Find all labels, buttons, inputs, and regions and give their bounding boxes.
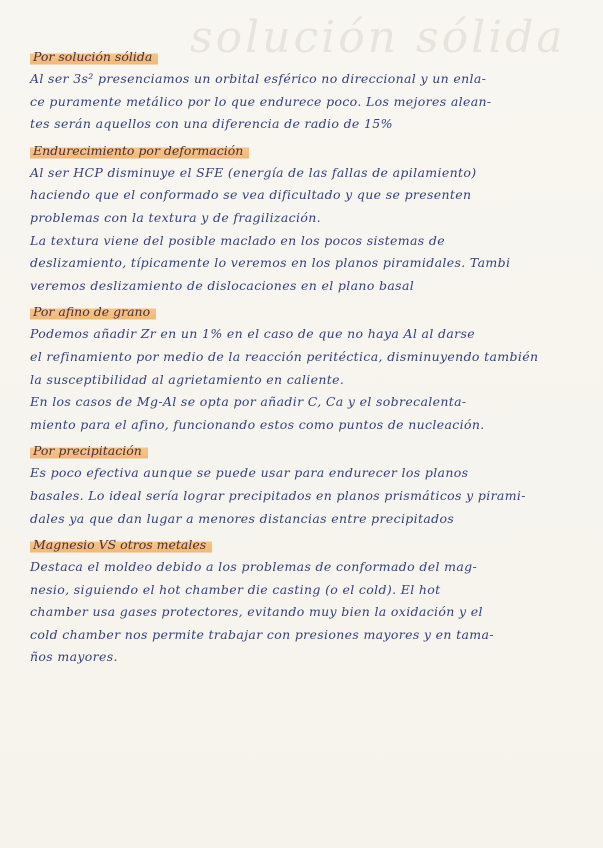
section-heading: Por precipitación — [30, 440, 148, 462]
text-line: ños mayores. — [30, 649, 118, 665]
text-line: el refinamiento por medio de la reacción peritéctica, disminuyendo también — [30, 348, 539, 364]
text-line: cold chamber nos permite trabajar con presiones mayores y en tama- — [30, 626, 494, 642]
text-line: Al ser HCP disminuye el SFE (energía de las fallas de apilamiento) — [30, 164, 477, 180]
section-heading: Magnesio VS otros metales — [30, 534, 212, 556]
bleed-through-ink: solución sólida — [190, 12, 566, 63]
note-section — [30, 301, 590, 436]
text-line: deslizamiento, típicamente lo veremos en los planos piramidales. Tambi — [30, 255, 511, 271]
section-heading: Por solución sólida — [30, 46, 158, 68]
text-line: Al ser 3s² presenciamos un orbital esférico no direccional y un enla- — [30, 71, 487, 86]
text-line: La textura viene del posible maclado en los pocos sistemas de — [30, 232, 445, 248]
text-line: tes serán aquellos con una diferencia de radio de 15% — [30, 116, 393, 132]
text-line: chamber usa gases protectores, evitando muy bien la oxidación y el — [30, 604, 483, 620]
text-line: En los casos de Mg-Al se opta por añadir C, Ca y el sobrecalenta- — [30, 394, 467, 410]
note-section — [30, 440, 590, 530]
text-line: nesio, siguiendo el hot chamber die casting (o el cold). El hot — [30, 581, 441, 597]
note-section — [30, 140, 590, 298]
text-line: haciendo que el conformado se vea dificultado y que se presenten — [30, 187, 472, 203]
text-line: ce puramente metálico por lo que endurece poco. Los mejores alean- — [30, 93, 492, 109]
section-heading: Por afino de grano — [30, 301, 156, 323]
text-line: Es poco efectiva aunque se puede usar para endurecer los planos — [30, 465, 469, 481]
note-section — [30, 46, 590, 136]
note-section — [30, 534, 590, 669]
notes-content — [30, 46, 590, 673]
text-line: basales. Lo ideal sería lograr precipitados en planos prismáticos y pirami- — [30, 487, 526, 503]
text-line: dales ya que dan lugar a menores distancias entre precipitados — [30, 510, 455, 526]
text-line: Podemos añadir Zr en un 1% en el caso de que no haya Al al darse — [30, 326, 475, 342]
text-line: miento para el afino, funcionando estos como puntos de nucleación. — [30, 416, 485, 432]
text-line: Destaca el moldeo debido a los problemas de conformado del mag- — [30, 559, 478, 575]
text-line: problemas con la textura y de fragilización. — [30, 209, 321, 225]
section-heading: Endurecimiento por deformación — [30, 140, 249, 162]
text-line: veremos deslizamiento de dislocaciones en el plano basal — [30, 277, 415, 293]
text-line: la susceptibilidad al agrietamiento en caliente. — [30, 371, 345, 387]
